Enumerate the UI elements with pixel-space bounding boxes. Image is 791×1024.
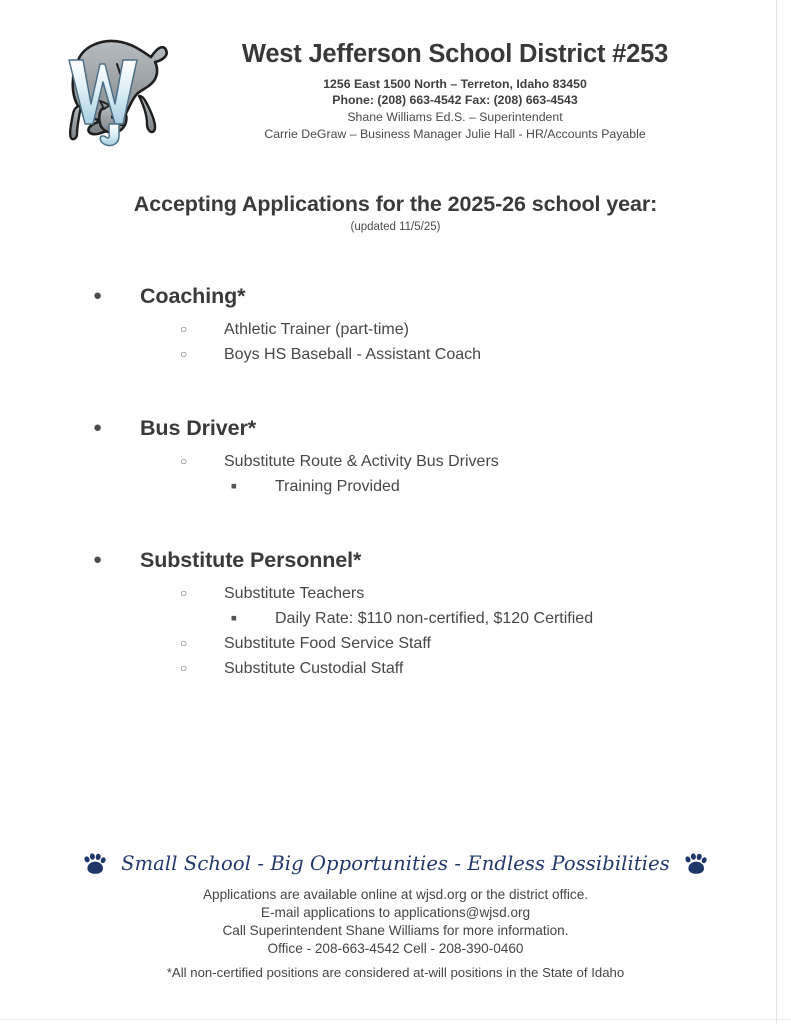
page-title-block xyxy=(0,192,791,233)
scan-edge-line-bottom xyxy=(0,1019,791,1020)
district-phone-fax: Phone: (208) 663-4542 Fax: (208) 663-4543 xyxy=(332,93,578,108)
bullet-circle-icon: ○ xyxy=(180,661,188,675)
bullet-circle-icon: ○ xyxy=(180,322,188,336)
updated-date: (updated 11/5/25) xyxy=(350,221,441,233)
job-group-heading-row xyxy=(0,411,791,445)
bullet-circle-icon: ○ xyxy=(180,347,188,361)
job-group-heading-row xyxy=(0,279,791,313)
job-group-heading: Substitute Personnel* xyxy=(140,548,362,572)
footer-block xyxy=(0,852,791,958)
job-group xyxy=(0,411,791,499)
job-item-row xyxy=(0,581,791,606)
job-item-row xyxy=(0,342,791,367)
paw-print-icon xyxy=(684,853,708,875)
bullet-circle-icon: ○ xyxy=(180,636,188,650)
superintendent-line: Shane Williams Ed.S. – Superintendent xyxy=(347,110,563,125)
footer-contact-line: E-mail applications to applications@wjsd.org xyxy=(260,904,531,920)
footer-contact-line: Applications are available online at wjsd.org or the district office. xyxy=(202,887,589,902)
letterhead-text-block xyxy=(190,40,720,143)
job-item-row xyxy=(0,656,791,681)
job-group xyxy=(0,279,791,367)
job-subitem-label: Daily Rate: $110 non-certified, $120 Certified xyxy=(275,610,594,627)
bullet-circle-icon: ○ xyxy=(180,586,188,600)
job-item-row xyxy=(0,449,791,474)
staff-line: Carrie DeGraw – Business Manager Julie Hall - HR/Accounts Payable xyxy=(264,127,646,142)
bullet-square-icon: ■ xyxy=(231,481,237,492)
bullet-disc-icon: ● xyxy=(93,287,103,304)
job-items-list xyxy=(0,581,791,681)
job-group-heading: Coaching* xyxy=(140,284,246,308)
job-items-list xyxy=(0,449,791,499)
bullet-disc-icon: ● xyxy=(93,551,103,568)
job-item-label: Substitute Teachers xyxy=(224,585,365,602)
job-group-heading: Bus Driver* xyxy=(140,416,257,440)
bullet-circle-icon: ○ xyxy=(180,454,188,468)
bullet-square-icon: ■ xyxy=(231,613,237,624)
district-tagline: Small School - Big Opportunities - Endless Possibilities xyxy=(121,852,670,875)
job-item-label: Substitute Custodial Staff xyxy=(224,660,404,677)
paw-print-icon xyxy=(83,853,107,875)
footer-contact-line: Call Superintendent Shane Williams for more information. xyxy=(222,922,569,938)
tagline-row xyxy=(0,852,791,875)
bullet-disc-icon: ● xyxy=(93,419,103,436)
job-item-row xyxy=(0,631,791,656)
job-item-label: Boys HS Baseball - Assistant Coach xyxy=(224,346,482,363)
job-item-label: Athletic Trainer (part-time) xyxy=(224,321,409,338)
job-subitem-row xyxy=(0,474,791,499)
job-item-label: Substitute Food Service Staff xyxy=(224,635,431,652)
job-items-list xyxy=(0,317,791,367)
district-name: West Jefferson School District #253 xyxy=(241,40,669,68)
job-item-label: Substitute Route & Activity Bus Drivers xyxy=(224,453,499,470)
letterhead-header xyxy=(0,0,791,165)
footer-contact-lines xyxy=(0,886,791,958)
job-openings-list xyxy=(0,279,791,681)
job-group xyxy=(0,543,791,681)
job-subitem-label: Training Provided xyxy=(275,478,400,495)
job-item-row xyxy=(0,317,791,342)
job-group-heading-row xyxy=(0,543,791,577)
district-address: 1256 East 1500 North – Terreton, Idaho 83450 xyxy=(323,76,587,91)
page-title: Accepting Applications for the 2025-26 school year: xyxy=(133,192,658,216)
job-subitem-row xyxy=(0,606,791,631)
panther-wj-monogram-logo-icon xyxy=(47,24,175,152)
at-will-disclaimer: *All non-certified positions are considered at-will positions in the State of Idaho xyxy=(166,965,625,980)
footer-contact-line: Office - 208-663-4542 Cell - 208-390-0460 xyxy=(267,940,524,956)
